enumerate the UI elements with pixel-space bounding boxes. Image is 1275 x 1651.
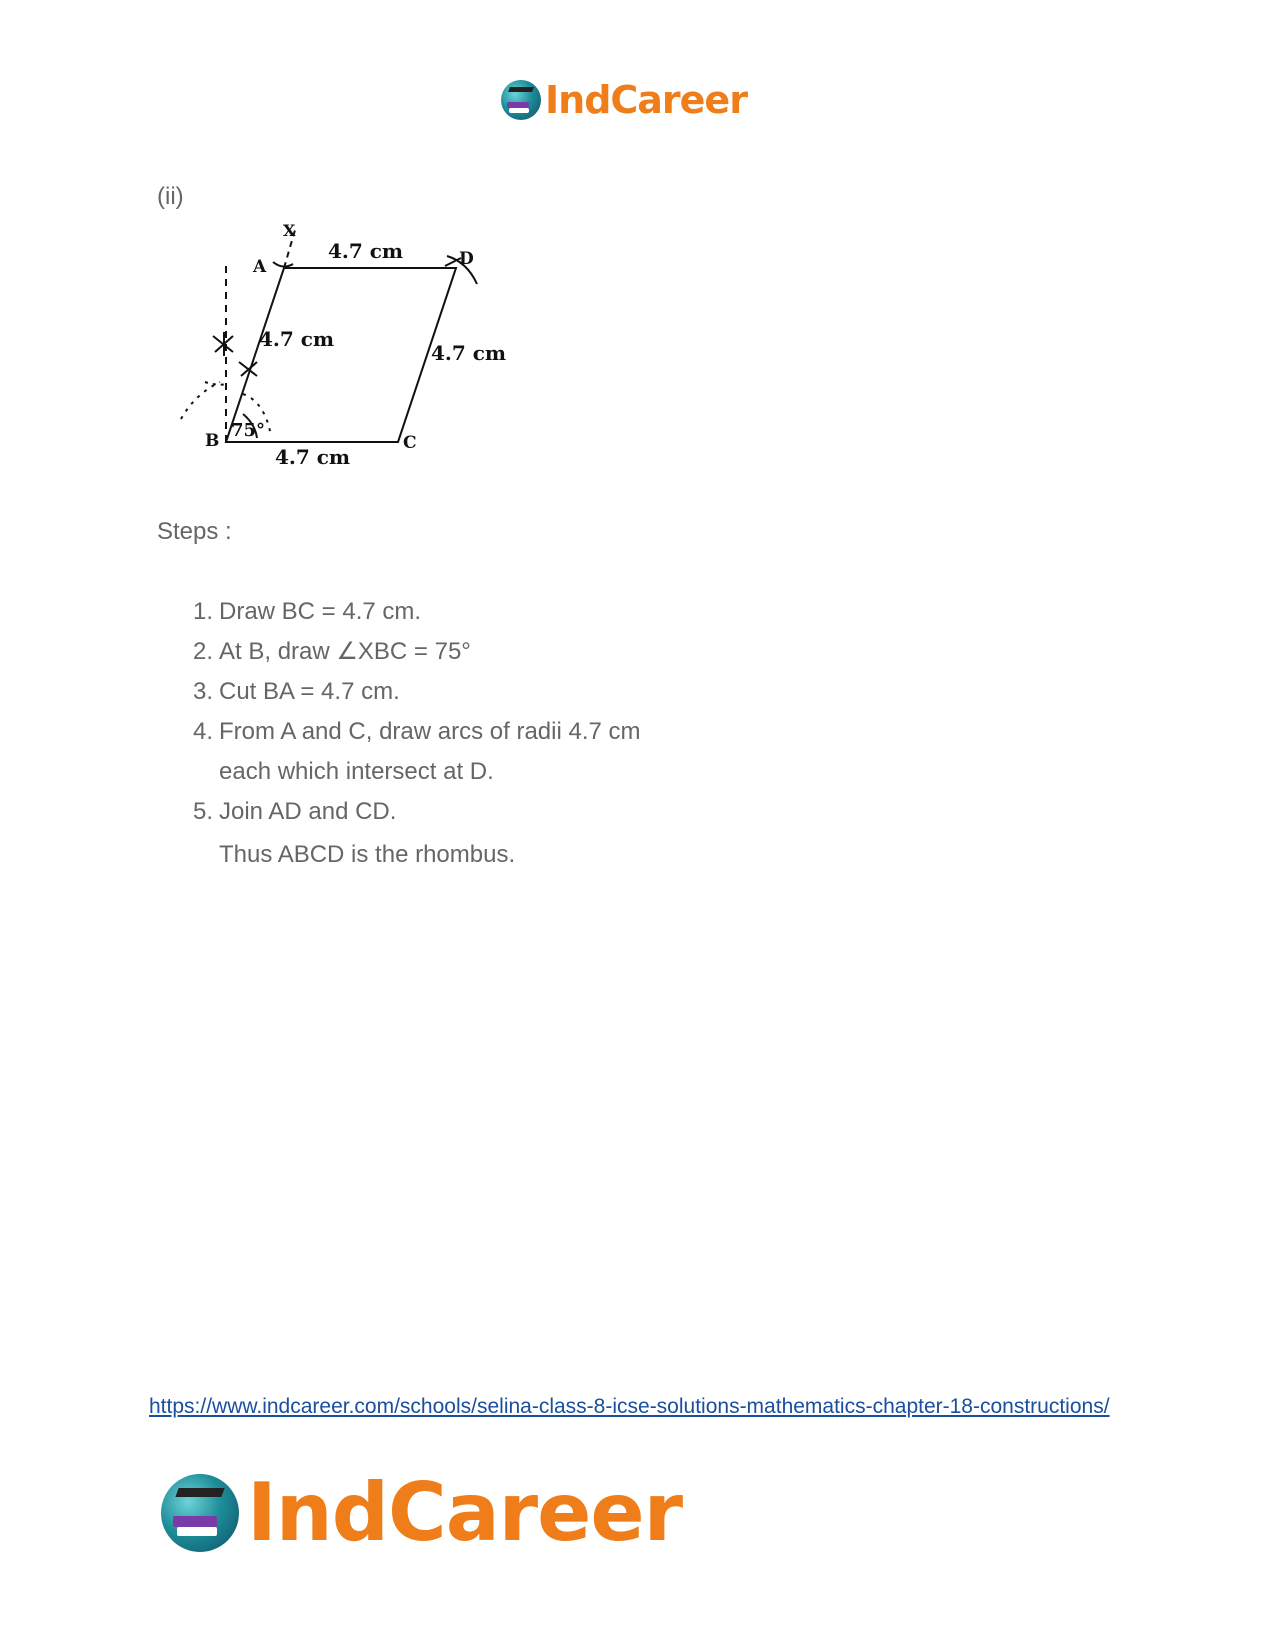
globe-graduation-cap-icon [161,1474,239,1552]
angle-label-b: 75° [231,420,266,441]
dotted-arc-left [181,382,220,419]
logo-wordmark: IndCareer [545,78,747,122]
list-item: 4. From A and C, draw arcs of radii 4.7 cm [193,718,641,745]
header-logo [501,78,747,122]
vertex-label-b: B [205,431,220,451]
globe-graduation-cap-icon [501,80,541,120]
dotted-arc-mid [205,382,227,385]
arc-at-a [273,262,293,267]
ray-label-x: X [283,224,296,240]
vertex-label-c: C [403,433,417,453]
list-item: each which intersect at D. [219,758,494,785]
side-label-cd: 4.7 cm [431,341,507,365]
vertex-label-a: A [253,257,267,277]
side-label-ad: 4.7 cm [328,239,404,263]
construction-cross-1 [213,332,233,356]
list-item: 1. Draw BC = 4.7 cm. [193,598,422,625]
rhombus-abcd [226,268,456,442]
vertex-label-d: D [459,249,474,269]
steps-title: Steps : [157,518,232,545]
list-item: 2. At B, draw ∠XBC = 75° [193,638,471,665]
side-label-ba: 4.7 cm [259,327,335,351]
source-url-link[interactable]: https://www.indcareer.com/schools/selina-class-8-icse-solutions-mathematics-chapter-18-constructions/ [149,1395,1110,1418]
footer-logo [161,1466,682,1559]
side-label-bc: 4.7 cm [275,445,351,469]
logo-wordmark: IndCareer [247,1466,683,1559]
steps-list [0,592,779,832]
list-item: 3. Cut BA = 4.7 cm. [193,678,400,705]
list-item: 5. Join AD and CD. [193,798,397,825]
conclusion-text: Thus ABCD is the rhombus. [219,841,516,868]
rhombus-construction-figure [175,224,535,496]
part-label: (ii) [157,183,184,210]
